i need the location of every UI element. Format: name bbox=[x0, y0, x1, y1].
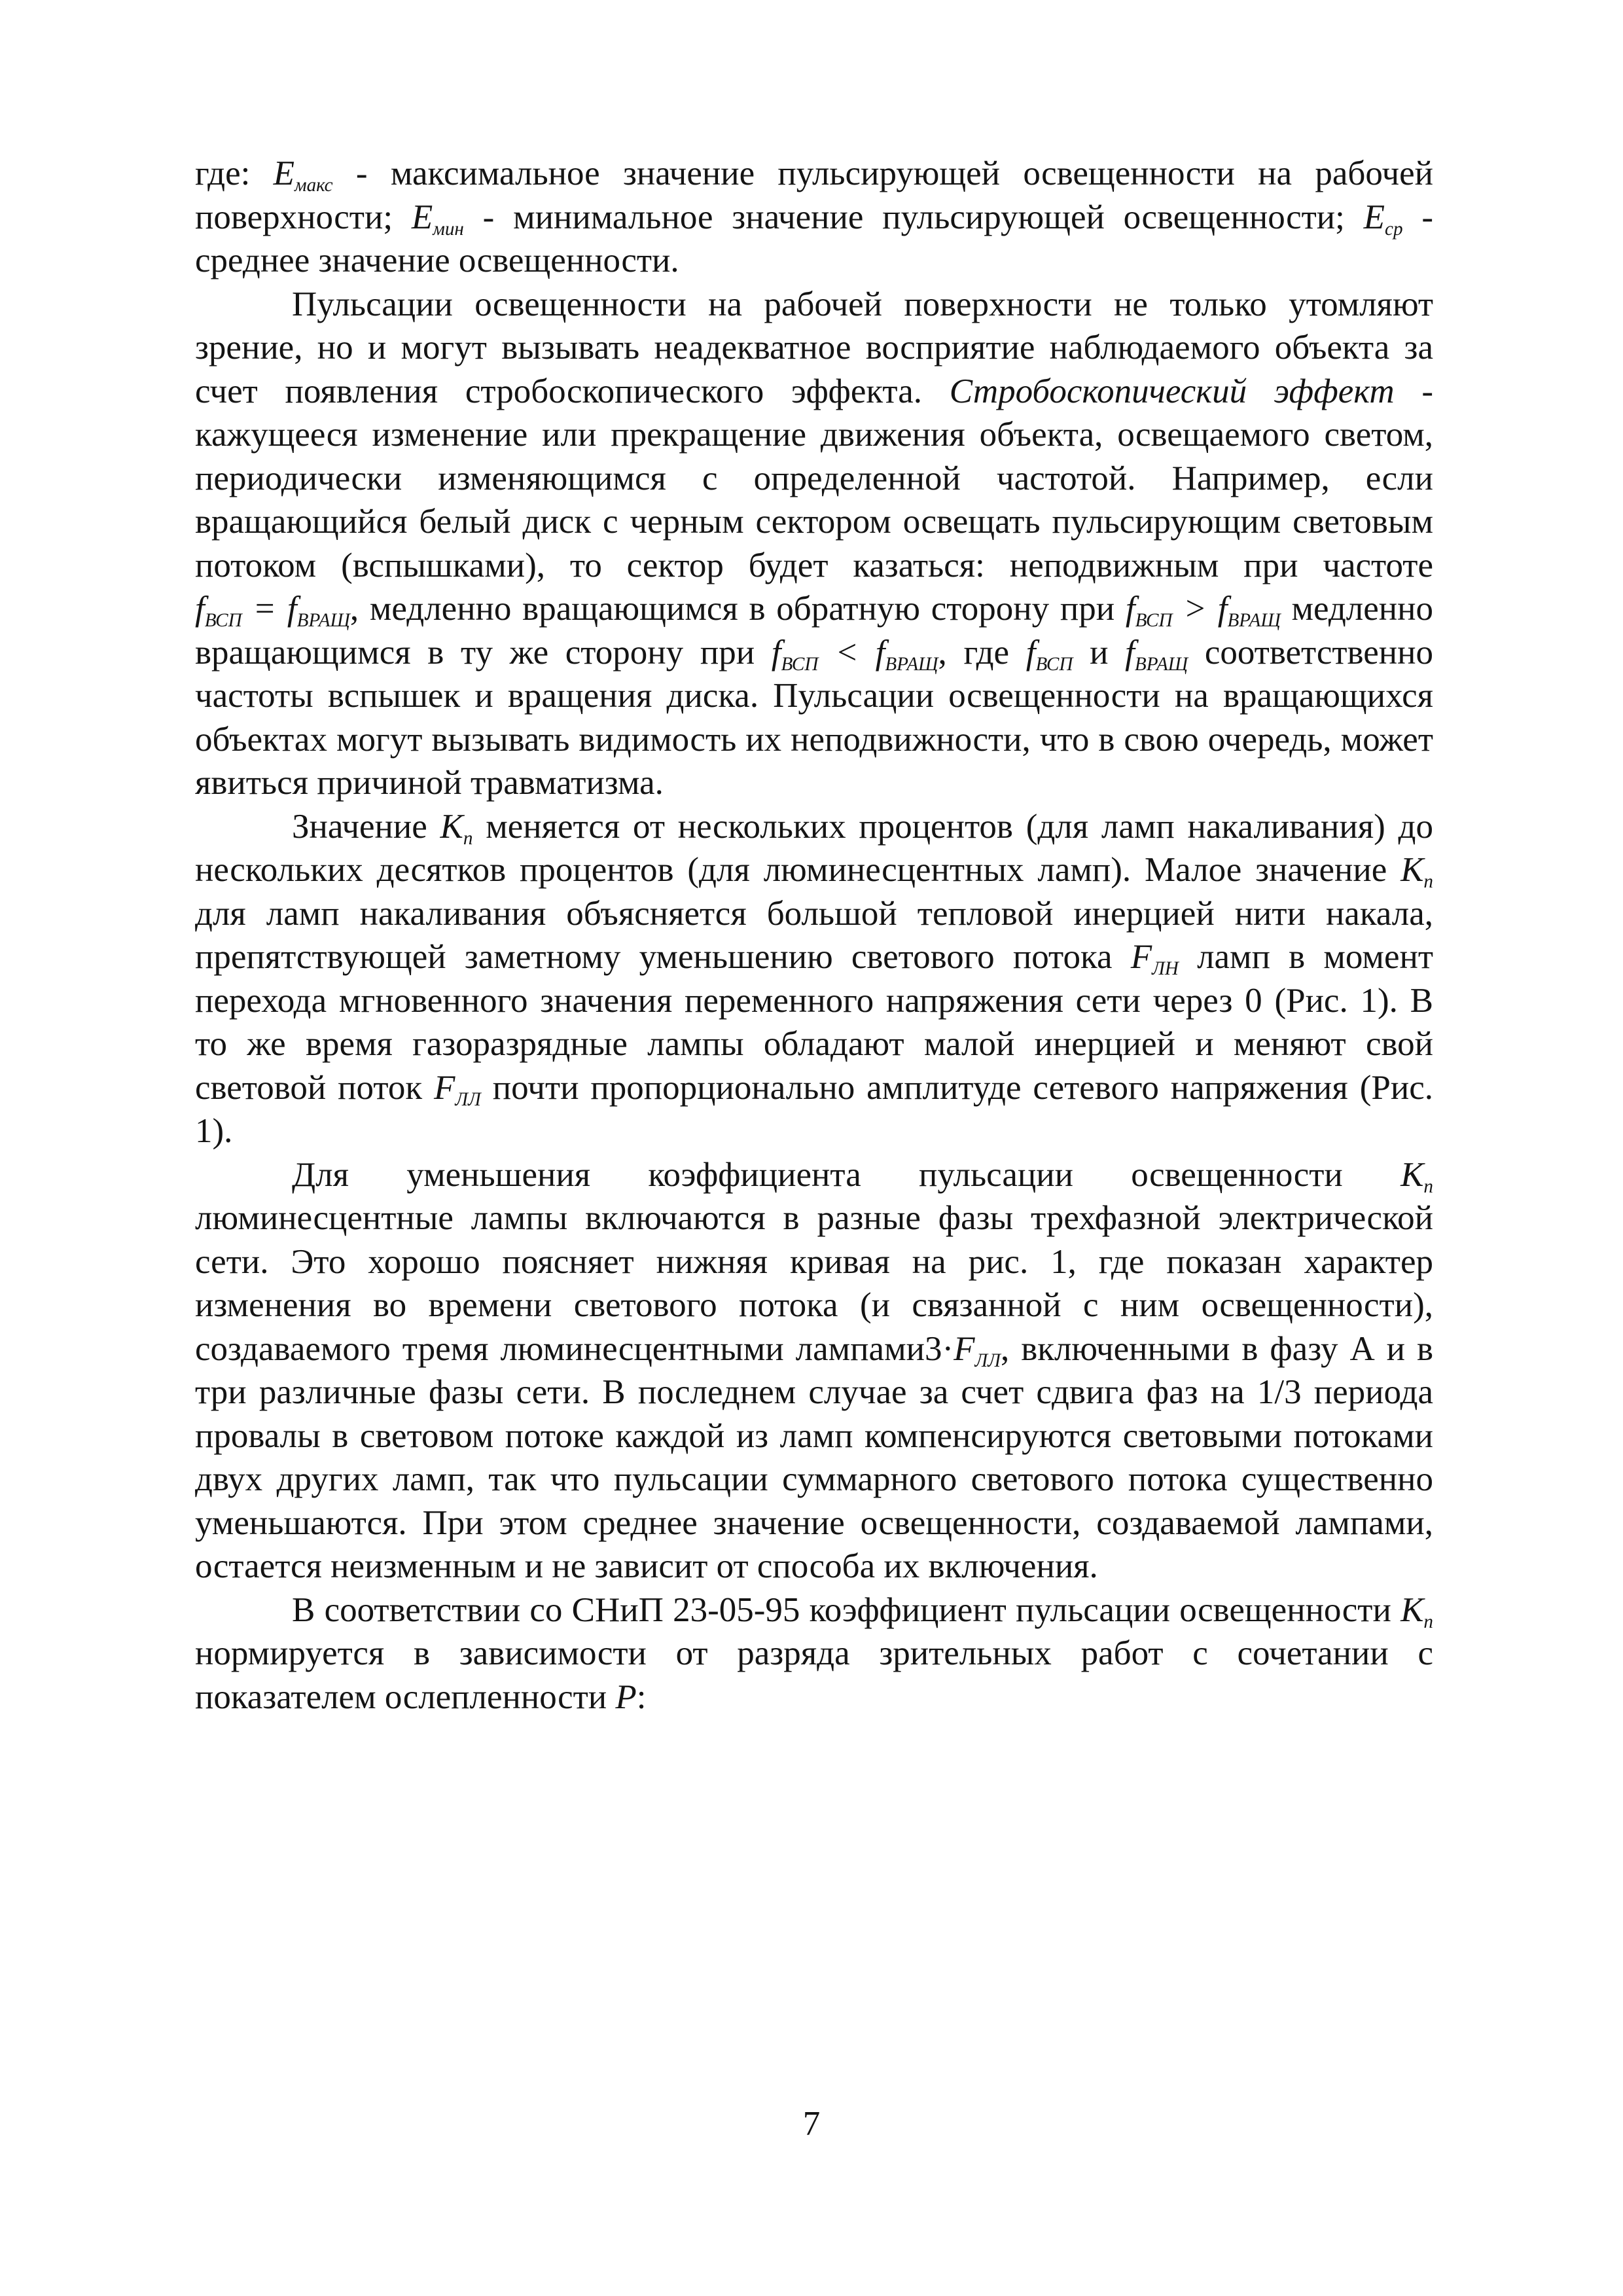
symbol-e-min: $E_{мин}$ bbox=[411, 198, 464, 240]
text-run: , медленно вращающимся в обратную сторону при bbox=[349, 590, 1126, 628]
text-run: медленно вращающимся в ту же сторону при bbox=[195, 590, 1434, 672]
paragraph-snip-norms bbox=[195, 1588, 1433, 1719]
formula-f-equal: $f_{ВСП} = f_{ВРАЩ}$ bbox=[195, 590, 350, 632]
text-run: - минимальное значение пульсирующей освещенности; bbox=[463, 198, 1364, 236]
text-run: где: bbox=[195, 154, 274, 192]
symbol-k-p: $K_п$ bbox=[440, 807, 473, 849]
symbol-k-p: $K_п$ bbox=[1400, 1590, 1433, 1632]
text-run: меняется от нескольких процентов (для ламп накаливания) до нескольких десятков процентов (для люминесцентных ламп). Малое значение bbox=[195, 807, 1433, 889]
text-run: для ламп накаливания объясняется большой тепловой инерцией нити накала, препятствующей заметному уменьшению светового потока bbox=[195, 894, 1433, 976]
text-run: , где bbox=[938, 633, 1026, 672]
paragraph-kp-values bbox=[195, 805, 1433, 1153]
formula-three-f-ll: $3\cdot F_{ЛЛ}$ bbox=[924, 1329, 1001, 1371]
paragraph-definitions bbox=[195, 152, 1433, 283]
text-run: и bbox=[1073, 633, 1126, 672]
text-run: ламп в момент перехода мгновенного значения переменного напряжения сети через 0 (Рис. 1). В то же время газоразрядные лампы обладают малой инерцией и меняют свой световой поток bbox=[195, 938, 1433, 1107]
formula-f-less: $f_{ВСП} < f_{ВРАЩ}$ bbox=[771, 633, 938, 675]
paragraph-three-phase bbox=[195, 1153, 1433, 1588]
text-run: Значение bbox=[292, 807, 440, 846]
text-run: : bbox=[636, 1677, 647, 1716]
page-number: 7 bbox=[802, 2105, 821, 2143]
text-run: люминесцентные лампы включаются в разные фазы трехфазной электрической сети. Это хорошо поясняет нижняя кривая на рис. 1, где показан характер изменения во времени светового потока (и связанной с ним освещенности), создаваемого тремя люминесцентными лампами bbox=[195, 1199, 1433, 1368]
symbol-k-p: $K_п$ bbox=[1400, 851, 1433, 893]
symbol-f-vrashch: $f_{ВРАЩ}$ bbox=[1125, 633, 1188, 675]
symbol-f-ll: $F_{ЛЛ}$ bbox=[434, 1068, 481, 1110]
text-run: - кажущееся изменение или прекращение движения объекта, освещаемого светом, периодически изменяющимся с определенной частотой. Например, если вращающийся белый диск с черным сектором освещать пульсирующим световым потоком (вспышками), то сектор будет казаться: неподвижным при частоте bbox=[195, 372, 1433, 584]
text-run: нормируется в зависимости от разряда зрительных работ с сочетании с показателем ослепленности bbox=[195, 1634, 1433, 1716]
symbol-f-vsp: $f_{ВСП}$ bbox=[1026, 633, 1073, 675]
text-run: почти пропорционально амплитуде сетевого напряжения (Рис. 1). bbox=[195, 1068, 1433, 1150]
text-run: - максимальное значение пульсирующей освещенности на рабочей поверхности; bbox=[195, 154, 1433, 236]
text-run: Для уменьшения коэффициента пульсации освещенности bbox=[292, 1155, 1401, 1194]
text-run: - среднее значение освещенности. bbox=[195, 198, 1433, 279]
text-run: Пульсации освещенности на рабочей поверхности не только утомляют зрение, но и могут вызывать неадекватное восприятие наблюдаемого объекта за счет появления стробоскопического эффекта. bbox=[195, 285, 1433, 410]
symbol-e-max: $E_{макс}$ bbox=[273, 154, 333, 196]
text-run: соответственно частоты вспышек и вращения диска. Пульсации освещенности на вращающихся объектах могут вызывать видимость их неподвижности, что в свою очередь, может явиться причиной травматизма. bbox=[195, 633, 1434, 802]
text-run: , включенными в фазу А и в три различные фазы сети. В последнем случае за счет сдвига фаз на 1/3 периода провалы в световом потоке каждой из ламп компенсируются световыми потоками двух других ламп, так что пульсации суммарного светового потока существенно уменьшаются. При этом среднее значение освещенности, создаваемой лампами, остается неизменным и не зависит от способа их включения. bbox=[195, 1329, 1434, 1585]
text-run: В соответствии со СНиП 23-05-95 коэффициент пульсации освещенности bbox=[292, 1590, 1401, 1629]
symbol-f-ln: $F_{ЛН}$ bbox=[1130, 938, 1179, 980]
symbol-k-p: $K_п$ bbox=[1400, 1155, 1433, 1197]
symbol-p: P bbox=[615, 1677, 637, 1716]
term-stroboscopic-effect: Стробоскопический эффект bbox=[949, 372, 1395, 410]
formula-f-greater: $f_{ВСП} > f_{ВРАЩ}$ bbox=[1125, 590, 1281, 632]
symbol-e-sr: $E_{ср}$ bbox=[1363, 198, 1403, 240]
paragraph-stroboscopic-effect bbox=[195, 283, 1433, 805]
page-body bbox=[195, 152, 1433, 1719]
